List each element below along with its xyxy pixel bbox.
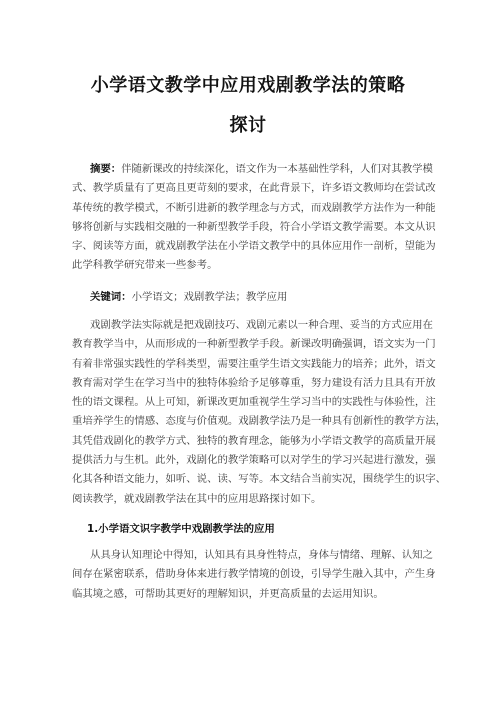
section-1-heading: 1.小学语文识字教学中戏剧教学法的应用 [87, 523, 275, 535]
intro-line: 教育教学当中，从而形成的一种新型教学手段。新课改明确强调，语文实为一门 [72, 338, 436, 351]
abstract-label: 摘要： [90, 163, 122, 175]
intro-line: 化其各种语文能力，如听、说、读、写等。本文结合当前实况，围绕学生的识字、 [72, 473, 447, 486]
keywords-line [72, 288, 432, 307]
intro-line: 性的语文课程。从上可知，新课改更加重视学生学习当中的实践性与体验性，注 [72, 396, 436, 409]
keywords-label: 关键词： [90, 291, 132, 303]
intro-line: 提供活力与生机。此外，戏剧化的教学策略可以对学生的学习兴起进行激发，强 [72, 454, 436, 467]
document-title-line-1: 小学语文教学中应用戏剧教学法的策略 [90, 75, 406, 96]
intro-line: 戏剧教学法实际就是把戏剧技巧、戏剧元素以一种合理、妥当的方式应用在 [90, 319, 433, 331]
abstract-paragraph [72, 160, 436, 276]
keywords-paragraph [72, 288, 432, 307]
document-title-line-2: 探讨 [229, 115, 267, 136]
section-1-line: 临其境之感，可帮助其更好的理解知识，并更高质量的去运用知识。 [72, 587, 384, 600]
abstract-line: 字、阅读等方面，就戏剧教学法在小学语文教学中的具体应用作一剖析，望能为 [72, 240, 436, 253]
section-1-paragraph [72, 546, 436, 604]
keywords-text: 小学语文；戏剧教学法；教学应用 [131, 291, 288, 303]
intro-line: 教育需对学生在学习当中的独特体验给予足够尊重，努力建设有活力且具有开放 [72, 376, 436, 389]
intro-paragraph [72, 316, 447, 509]
abstract-line: 够将创新与实践相交融的一种新型教学手段，符合小学语文教学需要。本文从识 [72, 220, 436, 233]
section-1-line: 间存在紧密联系，借助身体来进行教学情境的创设，引导学生融入其中，产生身 [72, 568, 436, 581]
abstract-line [72, 160, 432, 179]
section-1-line: 从具身认知理论中得知，认知具有具身性特点，身体与情绪、理解、认知之 [90, 549, 433, 561]
intro-line: 其凭借戏剧化的教学方式、独特的教育理念，能够为小学语文教学的高质量开展 [72, 434, 436, 447]
abstract-line: 式、教学质量有了更高且更苛刻的要求，在此背景下，许多语文教师均在尝试改 [72, 182, 436, 195]
intro-line: 有着非常强实践性的学科类型，需要注重学生语文实践能力的培养；此外，语文 [72, 357, 436, 370]
abstract-text: 伴随新课改的持续深化，语文作为一本基础性学科，人们对其教学模 [121, 163, 433, 175]
abstract-line: 此学科教学研究带来一些参考。 [72, 259, 218, 272]
intro-line: 阅读教学，就戏剧教学法在其中的应用思路探讨如下。 [72, 492, 322, 505]
abstract-line: 革传统的教学模式，不断引进新的教学理念与方式，而戏剧教学方法作为一种能 [72, 201, 436, 214]
intro-line: 重培养学生的情感、态度与价值观。戏剧教学法乃是一种具有创新性的教学方法， [72, 415, 447, 428]
